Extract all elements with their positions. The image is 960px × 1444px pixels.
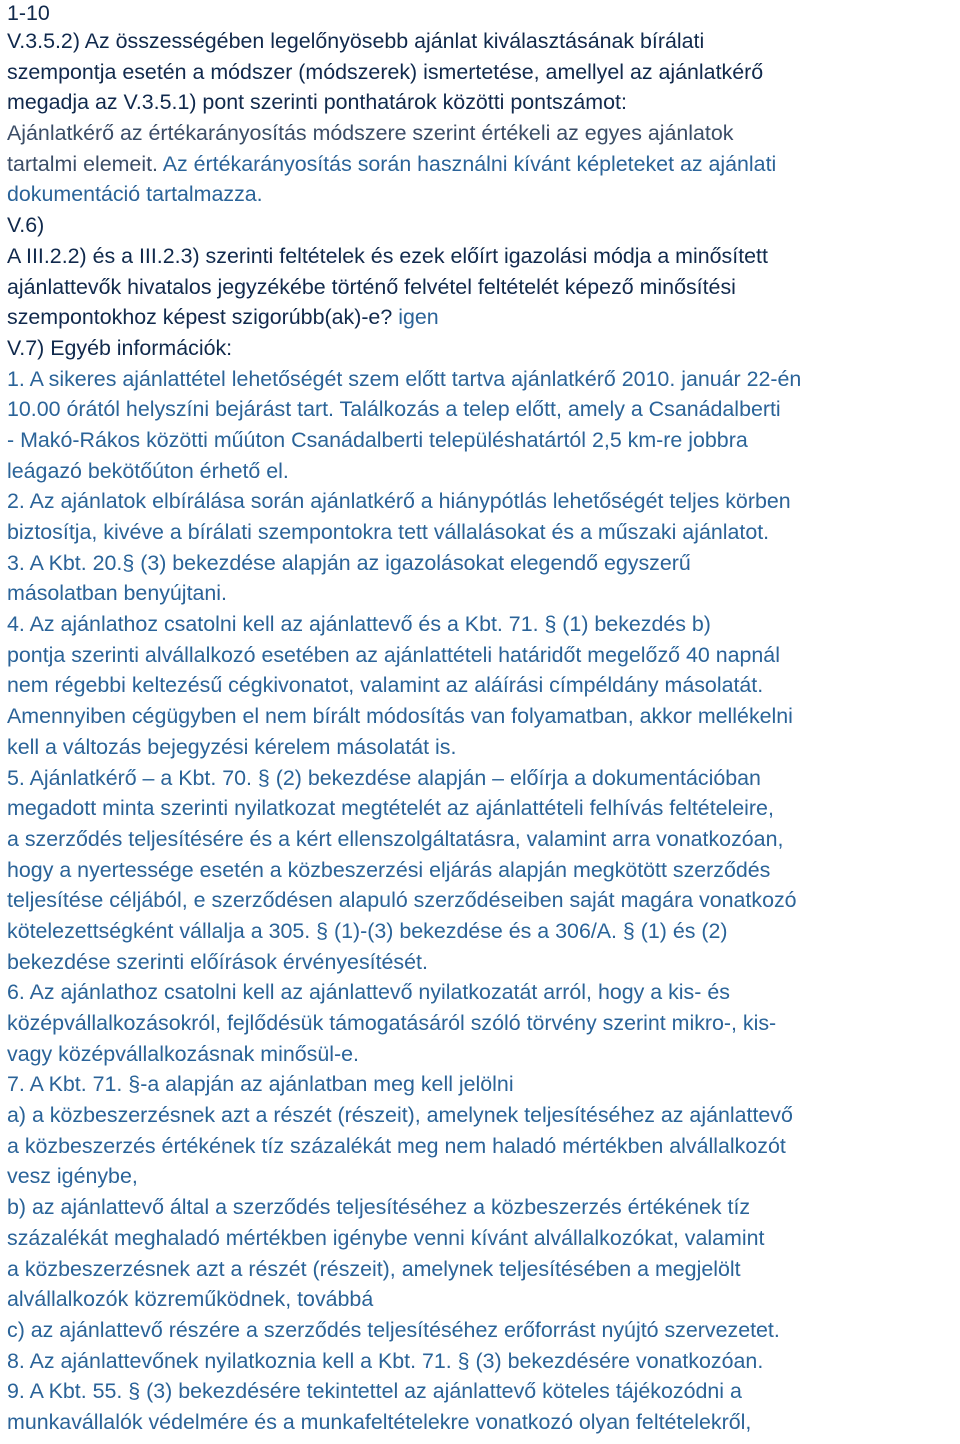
text-line [7, 26, 960, 57]
text-segment: V.7) Egyéb információk: [7, 335, 233, 360]
text-line [7, 732, 960, 763]
text-line [7, 763, 960, 794]
text-segment: középvállalkozásokról, fejlődésük támogatásáról szóló törvény szerint mikro-, kis- [7, 1011, 777, 1035]
text-line [7, 1376, 960, 1407]
text-line [7, 701, 960, 732]
text-line [7, 1008, 960, 1039]
text-segment: 8. Az ajánlattevőnek nyilatkoznia kell a Kbt. 71. § (3) bekezdésére vonatkozóan. [7, 1348, 764, 1373]
text-line [7, 1131, 960, 1162]
text-segment: vesz igénybe, [7, 1164, 138, 1189]
text-segment: bekezdése szerinti előírások érvényesítését. [7, 949, 428, 974]
text-segment: a közbeszerzésnek azt a részét (részeit), amelynek teljesítésében a megjelölt [7, 1256, 741, 1281]
text-segment: igen [398, 305, 439, 330]
text-segment: alvállalkozók közreműködnek, továbbá [7, 1287, 374, 1312]
text-line [7, 1069, 960, 1100]
text-line [7, 149, 960, 180]
text-segment: teljesítése céljából, e szerződésen alapuló szerződéseiben saját magára vonatkozó [7, 888, 797, 913]
text-line [7, 1407, 960, 1438]
text-segment: tartalmi elemeit. [7, 151, 163, 176]
text-line [7, 609, 960, 640]
text-line [7, 179, 960, 210]
text-segment: c) az ajánlattevő részére a szerződés teljesítéséhez erőforrást nyújtó szervezetet. [7, 1317, 780, 1342]
text-line [7, 302, 960, 333]
text-line [7, 517, 960, 548]
text-line [7, 1254, 960, 1285]
text-segment: 4. Az ajánlathoz csatolni kell az ajánlattevő és a Kbt. 71. § (1) bekezdés b) [7, 612, 711, 637]
text-segment: leágazó bekötőúton érhető el. [7, 458, 289, 483]
text-segment: kötelezettségként vállalja a 305. § (1)-(3) bekezdése és a 306/A. § (1) és (2) [7, 918, 728, 943]
text-line [7, 947, 960, 978]
text-segment: ajánlattevők hivatalos jegyzékébe történő felvétel feltételét képező minősítési [7, 274, 736, 299]
text-segment: 1-10 [7, 1, 50, 25]
text-line [7, 793, 960, 824]
text-segment: a szerződés teljesítésére és a kért ellenszolgáltatásra, valamint arra vonatkozóan, [7, 826, 784, 851]
text-segment: Az értékarányosítás során használni kívánt képleteket az ajánlati [162, 151, 777, 176]
text-segment: megadja az V.3.5.1) pont szerinti ponthatárok közötti pontszámot: [7, 90, 627, 115]
text-line [7, 640, 960, 671]
text-line [7, 1192, 960, 1223]
text-line [7, 1346, 960, 1377]
text-line [7, 1315, 960, 1346]
text-segment: másolatban benyújtani. [7, 581, 227, 606]
text-line [7, 241, 960, 272]
text-segment: a) a közbeszerzésnek azt a részét (részeit), amelynek teljesítéséhez az ajánlattevő [7, 1103, 793, 1128]
text-segment: Ajánlatkérő az értékarányosítás módszere szerint értékeli az egyes ajánlatok [7, 121, 734, 146]
text-segment: 10.00 órától helyszíni bejárást tart. [7, 397, 340, 422]
text-segment: százalékát meghaladó mértékben igénybe venni kívánt alvállalkozókat, valamint [7, 1225, 765, 1250]
text-line [7, 425, 960, 456]
text-line [7, 916, 960, 947]
text-line [7, 1039, 960, 1070]
text-line [7, 885, 960, 916]
text-line [7, 486, 960, 517]
text-line [7, 272, 960, 303]
text-segment: 3. A Kbt. 20.§ (3) bekezdése alapján az igazolásokat elegendő egyszerű [7, 550, 691, 575]
text-segment: szempontokhoz képest szigorúbb(ak)-e? [7, 305, 399, 330]
text-segment: munkavállalók védelmére és a munkafeltételekre vonatkozó olyan feltételekről, [7, 1409, 752, 1434]
text-line [7, 670, 960, 701]
text-line [7, 855, 960, 886]
text-segment: a közbeszerzés értékének tíz százalékát meg nem haladó mértékben alvállalkozót [7, 1133, 786, 1158]
text-line [7, 57, 960, 88]
text-line [7, 578, 960, 609]
text-segment: 1. A sikeres ajánlattétel lehetőségét szem előtt tartva ajánlatkérő 2010. január 22-én [7, 366, 802, 391]
text-segment: pontja szerinti alvállalkozó esetében az ajánlattételi határidőt megelőző 40 napnál [7, 642, 780, 667]
text-line [7, 1223, 960, 1254]
text-line [7, 1100, 960, 1131]
text-line [7, 1284, 960, 1315]
text-line [7, 824, 960, 855]
text-line [7, 394, 960, 425]
text-segment: szempontja esetén a módszer (módszerek) ismertetése, amellyel az ajánlatkérő [7, 59, 764, 84]
text-line [7, 456, 960, 487]
text-segment: biztosítja, kivéve a bírálati szempontokra tett vállalásokat és a műszaki ajánlatot. [7, 520, 770, 544]
text-line [7, 548, 960, 579]
text-segment: vagy középvállalkozásnak minősül-e. [7, 1041, 359, 1066]
text-line [7, 118, 960, 149]
text-segment: 5. Ajánlatkérő – a Kbt. 70. § (2) bekezdése alapján – előírja a dokumentációban [7, 765, 761, 790]
text-segment: 2. Az ajánlatok elbírálása során ajánlatkérő a hiánypótlás lehetőségét teljes körben [7, 489, 791, 514]
text-line [7, 364, 960, 395]
text-segment: nem régebbi keltezésű cégkivonatot, valamint az aláírási címpéldány másolatát. [7, 673, 764, 698]
text-segment: 7. A Kbt. 71. §-a alapján az ajánlatban meg kell jelölni [7, 1072, 514, 1097]
text-segment: Amennyiben cégügyben el nem bírált módosítás van folyamatban, akkor mellékelni [7, 704, 793, 729]
text-segment: A III.2.2) és a III.2.3) szerinti feltételek és ezek előírt igazolási módja a minősített [7, 243, 768, 268]
text-line [7, 210, 960, 241]
text-segment: V.6) [7, 213, 45, 238]
text-line [7, 87, 960, 118]
text-segment: hogy a nyertessége esetén a közbeszerzési eljárás alapján megkötött szerződés [7, 857, 771, 882]
text-segment: V.3.5.2) Az összességében legelőnyösebb ajánlat kiválasztásának bírálati [7, 29, 705, 53]
text-segment: kell a változás bejegyzési kérelem másolatát is. [7, 734, 457, 759]
text-segment: megadott minta szerinti nyilatkozat megtételét az ajánlattételi felhívás feltételeire, [7, 796, 774, 821]
text-line [7, 977, 960, 1008]
text-segment: b) az ajánlattevő által a szerződés teljesítéséhez a közbeszerzés értékének tíz [7, 1195, 751, 1220]
text-line [7, 1161, 960, 1192]
text-segment: 6. Az ajánlathoz csatolni kell az ajánlattevő nyilatkozatát arról, hogy a kis- és [7, 980, 730, 1005]
text-segment: - Makó-Rákos közötti műúton Csanádalberti településhatártól 2,5 km-re jobbra [7, 427, 748, 452]
text-segment: Találkozás a telep előtt, amely a Csanádalberti [339, 397, 781, 422]
text-line [7, 333, 960, 364]
text-segment: 9. A Kbt. 55. § (3) bekezdésére tekintettel az ajánlattevő köteles tájékozódni a [7, 1379, 742, 1404]
text-segment: dokumentáció tartalmazza. [7, 182, 263, 207]
page-number [7, 0, 960, 26]
